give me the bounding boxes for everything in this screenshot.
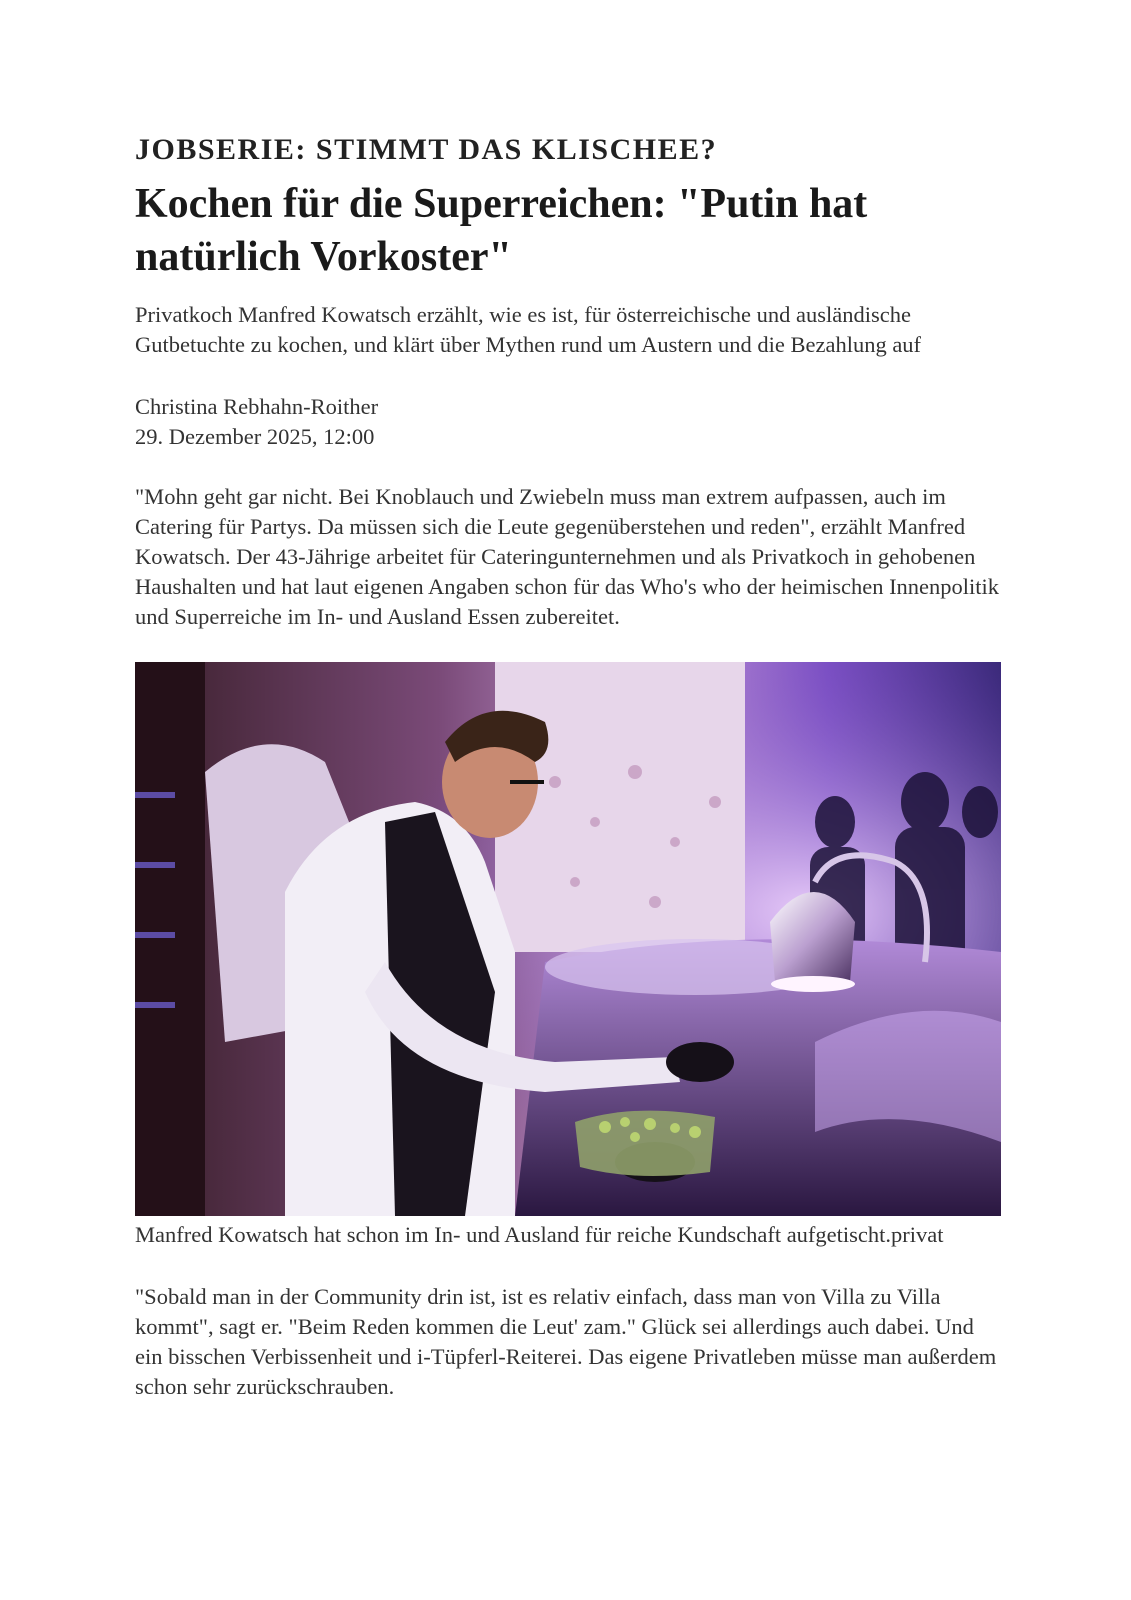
byline xyxy=(135,392,1005,452)
article xyxy=(135,132,1005,1402)
chef-photo-illustration xyxy=(135,662,1001,1216)
headline-line-1: Kochen für die Superreichen: "Putin hat xyxy=(135,181,868,227)
article-headline xyxy=(135,178,1005,284)
body-paragraph-1: "Mohn geht gar nicht. Bei Knoblauch und Zwiebeln muss man extrem aufpassen, auch im Catering für Partys. Da müssen sich die Leute gegenüberstehen und reden", erzählt Manfred Kowatsch. Der 43-Jährige arbeitet für Cateringunternehmen und als Privatkoch in gehobenen Haushalten und hat laut eigenen Angaben schon für das Who's who der heimischen Innenpolitik und Superreiche im In- und Ausland Essen zubereitet. xyxy=(135,484,1000,629)
article-kicker: JOBSERIE: STIMMT DAS KLISCHEE? xyxy=(135,133,718,166)
article-lead: Privatkoch Manfred Kowatsch erzählt, wie es ist, für österreichische und ausländische Gutbetuchte zu kochen, und klärt über Mythen rund um Austern und die Bezahlung auf xyxy=(135,302,922,357)
publish-date: 29. Dezember 2025, 12:00 xyxy=(135,424,375,449)
author-name: Christina Rebhahn-Roither xyxy=(135,394,379,419)
article-photo xyxy=(135,662,1001,1216)
headline-line-2: natürlich Vorkoster" xyxy=(135,234,512,280)
photo-caption: Manfred Kowatsch hat schon im In- und Ausland für reiche Kundschaft aufgetischt.privat xyxy=(135,1222,944,1247)
body-paragraph-2: "Sobald man in der Community drin ist, ist es relativ einfach, dass man von Villa zu Villa kommt", sagt er. "Beim Reden kommen die Leut' zam." Glück sei allerdings auch dabei. Und ein bisschen Verbissenheit und i-Tüpferl-Reiterei. Das eigene Privatleben müsse man außerdem schon sehr zurückschrauben. xyxy=(135,1284,997,1399)
